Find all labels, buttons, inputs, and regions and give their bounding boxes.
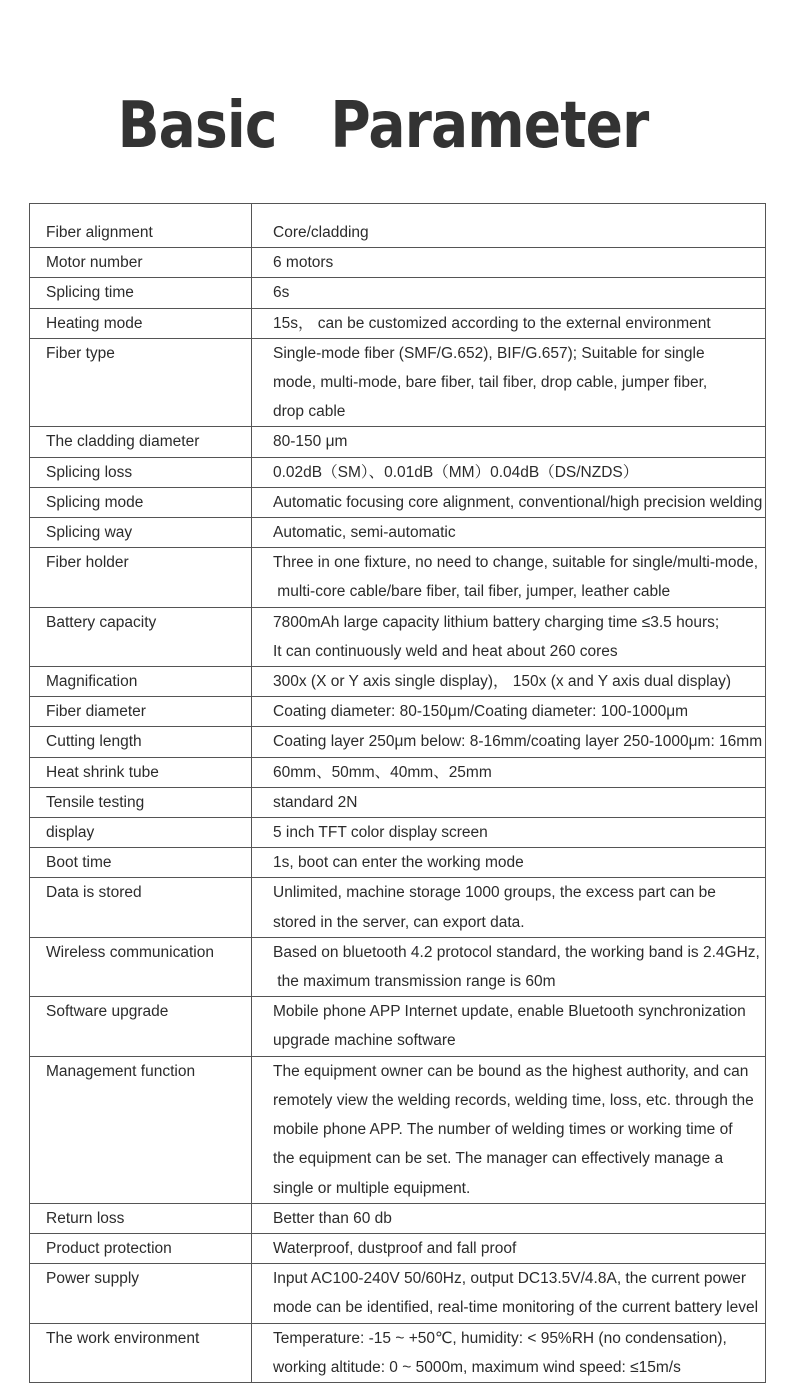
parameter-label: Fiber diameter (30, 697, 252, 727)
parameter-value (252, 427, 766, 457)
table-row (30, 607, 766, 666)
table-row (30, 308, 766, 338)
parameter-label: display (30, 818, 252, 848)
parameter-label: Heat shrink tube (30, 757, 252, 787)
table-row (30, 1233, 766, 1263)
table-row (30, 457, 766, 487)
parameter-value-line: It can continuously weld and heat about 260 cores (273, 642, 618, 660)
parameter-label: Heating mode (30, 308, 252, 338)
parameter-value-line: 5 inch TFT color display screen (273, 824, 488, 842)
parameter-value (252, 457, 766, 487)
parameter-value-line: Better than 60 db (273, 1209, 392, 1227)
parameter-value (252, 878, 766, 937)
parameter-label: Fiber type (30, 338, 252, 427)
table-row (30, 757, 766, 787)
parameter-value-line: single or multiple equipment. (273, 1179, 471, 1197)
parameter-value-line: Based on bluetooth 4.2 protocol standard, the working band is 2.4GHz, (273, 943, 760, 961)
table-row (30, 667, 766, 697)
parameter-value-line: standard 2N (273, 793, 358, 811)
table-row (30, 1323, 766, 1382)
parameter-label: Product protection (30, 1233, 252, 1263)
parameter-value (252, 518, 766, 548)
parameter-label: Wireless communication (30, 937, 252, 996)
parameter-value-line: The equipment owner can be bound as the highest authority, and can (273, 1062, 749, 1080)
parameter-value (252, 308, 766, 338)
parameter-label: Return loss (30, 1203, 252, 1233)
parameter-value-line: Temperature: -15 ~ +50℃, humidity: < 95%RH (no condensation), (273, 1329, 727, 1347)
table-row (30, 427, 766, 457)
table-row (30, 818, 766, 848)
parameter-value (252, 1056, 766, 1203)
parameter-label: Boot time (30, 848, 252, 878)
parameter-label: The cladding diameter (30, 427, 252, 457)
parameter-value (252, 607, 766, 666)
parameter-value-line: the equipment can be set. The manager can effectively manage a (273, 1150, 724, 1168)
parameter-value (252, 997, 766, 1056)
table-row (30, 248, 766, 278)
table-row (30, 787, 766, 817)
parameter-label: Splicing mode (30, 487, 252, 517)
parameter-label: Power supply (30, 1264, 252, 1323)
parameter-value (252, 1233, 766, 1263)
parameter-value (252, 487, 766, 517)
parameter-value (252, 1203, 766, 1233)
table-row (30, 518, 766, 548)
parameter-value-line: 60mm、50mm、40mm、25mm (273, 763, 492, 781)
parameter-value (252, 667, 766, 697)
parameter-value-line: 6s (273, 284, 290, 302)
parameter-value (252, 757, 766, 787)
parameter-value-line: mobile phone APP. The number of welding times or working time of (273, 1121, 733, 1139)
parameter-value (252, 697, 766, 727)
parameter-value-line: drop cable (273, 403, 346, 421)
parameter-value-line: 6 motors (273, 254, 334, 272)
parameter-value-line: stored in the server, can export data. (273, 913, 525, 931)
parameter-value-line: Coating layer 250μm below: 8-16mm/coating layer 250-1000μm: 16mm (273, 733, 763, 751)
parameter-value-line: Input AC100-240V 50/60Hz, output DC13.5V/4.8A, the current power (273, 1270, 747, 1288)
parameter-value (252, 787, 766, 817)
parameter-table-body (30, 204, 766, 1383)
table-row (30, 338, 766, 427)
parameter-value-line: Single-mode fiber (SMF/G.652), BIF/G.657); Suitable for single (273, 344, 705, 362)
parameter-value-line: 1s, boot can enter the working mode (273, 854, 524, 872)
parameter-label: The work environment (30, 1323, 252, 1382)
page-title: Basic Parameter (117, 89, 649, 163)
parameter-label: Motor number (30, 248, 252, 278)
parameter-label: Magnification (30, 667, 252, 697)
table-row (30, 727, 766, 757)
parameter-table (29, 203, 766, 1383)
parameter-label: Tensile testing (30, 787, 252, 817)
parameter-value-line: 0.02dB（SM）、0.01dB（MM）0.04dB（DS/NZDS） (273, 463, 639, 481)
table-row (30, 848, 766, 878)
parameter-label: Splicing way (30, 518, 252, 548)
parameter-value-line: Mobile phone APP Internet update, enable Bluetooth synchronization (273, 1003, 746, 1021)
parameter-value-line: 15s， can be customized according to the external environment (273, 314, 711, 332)
table-row (30, 997, 766, 1056)
table-row (30, 204, 766, 248)
parameter-value-line: Automatic, semi-automatic (273, 524, 456, 542)
parameter-value-line: remotely view the welding records, welding time, loss, etc. through the (273, 1091, 754, 1109)
table-row (30, 1056, 766, 1203)
parameter-label: Management function (30, 1056, 252, 1203)
parameter-value (252, 818, 766, 848)
table-row (30, 937, 766, 996)
parameter-value (252, 1264, 766, 1323)
parameter-value-line: Coating diameter: 80-150μm/Coating diameter: 100-1000μm (273, 703, 689, 721)
parameter-label: Splicing loss (30, 457, 252, 487)
table-row (30, 548, 766, 607)
parameter-value-line: Unlimited, machine storage 1000 groups, the excess part can be (273, 884, 716, 902)
parameter-value (252, 278, 766, 308)
parameter-label: Data is stored (30, 878, 252, 937)
parameter-value-line: multi-core cable/bare fiber, tail fiber, jumper, leather cable (273, 583, 671, 601)
parameter-label: Battery capacity (30, 607, 252, 666)
parameter-value (252, 204, 766, 248)
parameter-value-line: the maximum transmission range is 60m (273, 973, 556, 991)
parameter-value-line: working altitude: 0 ~ 5000m, maximum wind speed: ≤15m/s (273, 1358, 681, 1376)
table-row (30, 1203, 766, 1233)
parameter-label: Fiber holder (30, 548, 252, 607)
parameter-value-line: upgrade machine software (273, 1032, 456, 1050)
parameter-value (252, 338, 766, 427)
parameter-value-line: Three in one fixture, no need to change, suitable for single/multi-mode, (273, 554, 759, 572)
parameter-value (252, 848, 766, 878)
table-row (30, 278, 766, 308)
table-row (30, 697, 766, 727)
table-row (30, 1264, 766, 1323)
parameter-value-line: 7800mAh large capacity lithium battery charging time ≤3.5 hours; (273, 613, 720, 631)
parameter-value (252, 727, 766, 757)
parameter-label: Splicing time (30, 278, 252, 308)
parameter-value-line: Waterproof, dustproof and fall proof (273, 1239, 517, 1257)
parameter-label: Fiber alignment (30, 204, 252, 248)
parameter-value (252, 548, 766, 607)
parameter-value (252, 1323, 766, 1382)
parameter-value (252, 937, 766, 996)
parameter-value-line: mode, multi-mode, bare fiber, tail fiber, drop cable, jumper fiber, (273, 374, 708, 392)
parameter-label: Software upgrade (30, 997, 252, 1056)
parameter-label: Cutting length (30, 727, 252, 757)
parameter-value-line: mode can be identified, real-time monitoring of the current battery level (273, 1299, 759, 1317)
parameter-value-line: 300x (X or Y axis single display)， 150x (x and Y axis dual display) (273, 673, 732, 691)
table-row (30, 487, 766, 517)
parameter-value-line: Core/cladding (273, 224, 369, 241)
table-row (30, 878, 766, 937)
parameter-value (252, 248, 766, 278)
parameter-value-line: 80-150 μm (273, 433, 348, 451)
parameter-value-line: Automatic focusing core alignment, conventional/high precision welding (273, 493, 763, 511)
